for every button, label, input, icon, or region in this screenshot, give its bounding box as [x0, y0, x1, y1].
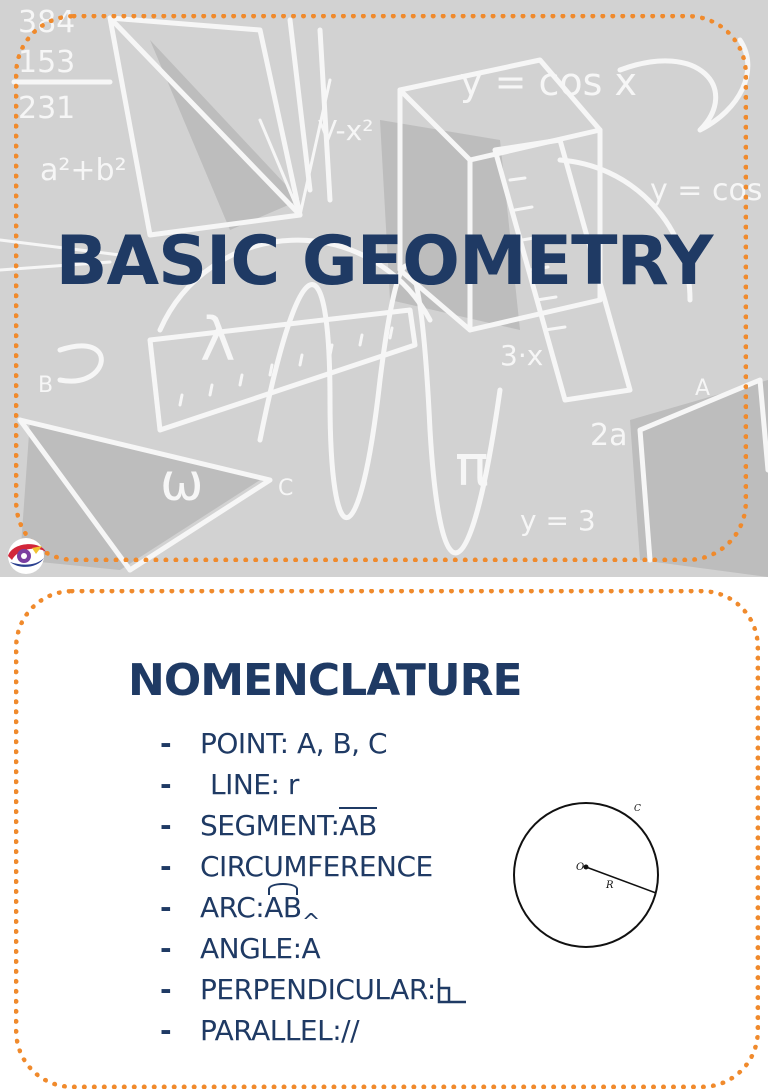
bullet-dash: -	[160, 973, 172, 1006]
radius-label: R	[606, 880, 614, 891]
circumference-shape	[514, 803, 658, 947]
svg-text:a²+b²: a²+b²	[40, 153, 127, 188]
bullet-dash: -	[160, 768, 172, 801]
term-label: POINT: A, B, C	[200, 727, 388, 760]
center-label: O	[576, 862, 585, 873]
circle-diagram	[506, 795, 666, 955]
svg-text:2a: 2a	[590, 418, 628, 453]
svg-text:231: 231	[18, 91, 76, 126]
bullet-dash: -	[160, 891, 172, 924]
section-heading: NOMENCLATURE	[128, 655, 522, 706]
arc-notation: AB	[264, 891, 302, 924]
term-label: PARALLEL:	[200, 1014, 342, 1047]
parallel-notation: //	[341, 1014, 360, 1047]
list-item-segment	[160, 805, 468, 846]
svg-text:ω: ω	[160, 453, 204, 513]
radius-line	[586, 867, 656, 893]
svg-text:λ: λ	[200, 305, 236, 375]
right-angle-icon	[436, 976, 468, 1004]
content-slide	[0, 577, 768, 1047]
nomenclature-list	[160, 723, 468, 1051]
svg-text:B: B	[38, 373, 54, 398]
svg-text:3·x: 3·x	[500, 339, 544, 372]
bullet-dash: -	[160, 809, 172, 842]
circle-label: C	[634, 804, 641, 814]
list-item-circumference	[160, 846, 468, 887]
term-label: PERPENDICULAR:	[200, 973, 436, 1006]
svg-text:A: A	[695, 376, 711, 401]
svg-text:V-x²: V-x²	[318, 114, 374, 147]
slide-title: BASIC GEOMETRY	[55, 222, 713, 301]
list-item-angle	[160, 928, 468, 969]
svg-text:y = cos: y = cos	[650, 173, 763, 208]
term-label: ANGLE:	[200, 932, 302, 965]
svg-text:y = 3: y = 3	[520, 504, 596, 537]
segment-notation: AB	[339, 809, 377, 842]
list-item-point	[160, 723, 468, 764]
svg-text:C: C	[278, 476, 294, 501]
term-label: CIRCUMFERENCE	[200, 850, 433, 883]
svg-text:384: 384	[18, 5, 76, 40]
bullet-dash: -	[160, 1014, 172, 1047]
list-item-parallel	[160, 1010, 468, 1051]
school-logo-icon	[2, 536, 50, 576]
term-label: SEGMENT:	[200, 809, 340, 842]
list-item-line	[160, 764, 468, 805]
svg-text:π: π	[455, 434, 489, 499]
bullet-dash: -	[160, 932, 172, 965]
bullet-dash: -	[160, 727, 172, 760]
term-label: LINE: r	[210, 768, 299, 801]
svg-text:y = cos x: y = cos x	[460, 60, 637, 104]
svg-text:153: 153	[18, 45, 76, 80]
bullet-dash: -	[160, 850, 172, 883]
list-item-perpendicular	[160, 969, 468, 1010]
angle-notation: ^ A	[302, 932, 321, 965]
term-label: ARC:	[200, 891, 265, 924]
